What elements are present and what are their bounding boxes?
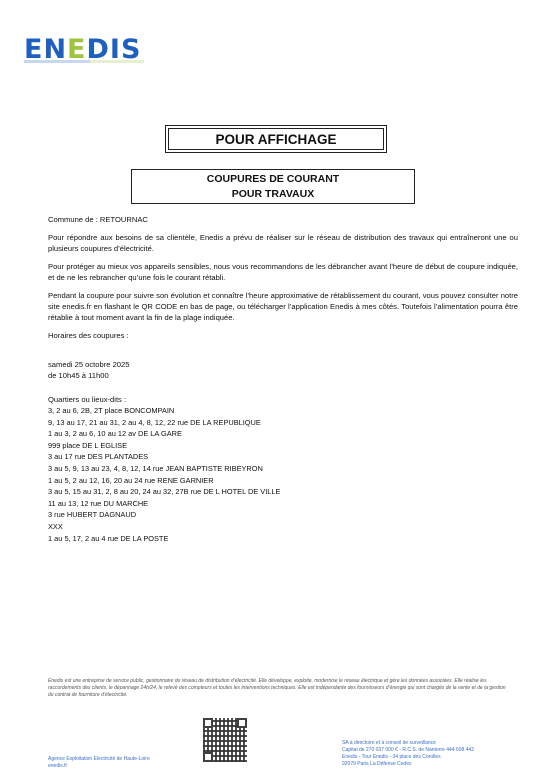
qr-finder-top-left [203, 718, 213, 728]
footer-legal-line3: Enedis - Tour Enedis - 34 place des Corolles [342, 754, 441, 760]
horaires-label: Horaires des coupures : [48, 331, 129, 340]
list-item: 3, 2 au 6, 2B, 2T place BONCOMPAIN [48, 406, 175, 415]
list-item: 999 place DE L EGLISE [48, 440, 128, 450]
footer-note: Enedis est une entreprise de service public, gestionnaire du réseau de distribution d’électricité. Elle développe, exploite, modernise le réseau électrique et gère les données associées. Elle réalise les raccordements des clients, le dépannage 24h/24, le relevé des compteurs et toutes les interventions techniques. Elle est indépendante des fournisseurs d’énergie qui sont chargés de la vente et de la gestion du contrat de fourniture d’électricité. [48, 678, 506, 698]
quartiers-list [48, 405, 518, 544]
qr-code-icon[interactable] [203, 718, 247, 762]
commune: Commune de : RETOURNAC [48, 215, 148, 224]
paragraph-1: Pour répondre aux besoins de sa clientèle, Enedis a prévu de réaliser sur le réseau de distribution des travaux qui entraîneront une ou plusieurs coupures d’électricité. [48, 233, 518, 253]
paragraph-2: Pour protéger au mieux vos appareils sensibles, nous vous recommandons de les débrancher avant l’heure de début de coupure indiquée, et de ne les rebrancher qu’une fois le courant rétabli. [48, 262, 518, 282]
list-item: 11 au 13, 12 rue DU MARCHE [48, 498, 149, 508]
affichage-title: POUR AFFICHAGE [168, 128, 384, 150]
paragraph-3: Pendant la coupure pour suivre son évolution et connaître l’heure approximative de rétablissement du courant, vous pouvez consulter notre site enedis.fr en flashant le QR CODE en bas de page, ou télécharger l’application Enedis à mes côtés. Toutefois l’alimentation pourra être rétablie à tout moment avant la fin de la plage indiquée. [48, 291, 518, 322]
footer-website-link[interactable]: enedis.fr [48, 763, 68, 769]
list-item: 3 au 5, 15 au 31, 2, 8 au 20, 24 au 32, 27B rue DE L HOTEL DE VILLE [48, 487, 281, 497]
coupure-title-line2: POUR TRAVAUX [231, 188, 315, 200]
list-item: 1 au 5, 17, 2 au 4 rue DE LA POSTE [48, 533, 169, 543]
quartiers-label: Quartiers ou lieux-dits : [48, 395, 127, 404]
footer-legal-line4: 92079 Paris La Défense Cedex [342, 761, 412, 767]
footer-legal-line2: Capital de 270 037 000 € - R.C.S. de Nanterre 444 608 442 [342, 747, 475, 753]
footer-legal-line1: SA à directoire et à conseil de surveillance [342, 740, 436, 746]
coupure-title-line1: COUPURES DE COURANT [206, 173, 340, 185]
notice-body [48, 214, 518, 544]
footer-legal [342, 740, 474, 768]
list-item: XXX [48, 521, 63, 531]
coupure-time: de 10h45 à 11h00 [48, 371, 109, 380]
list-item: 3 rue HUBERT DAGNAUD [48, 510, 137, 520]
logo-part3: DIS [86, 34, 142, 65]
logo-part1: EN [24, 34, 68, 65]
footer-agency-name: Agence Exploitation Electricité de Haute-Loire [48, 756, 150, 762]
logo-underline [24, 60, 144, 63]
qr-finder-bottom-left [203, 752, 213, 762]
list-item: 1 au 3, 2 au 6, 10 au 12 av DE LA GARE [48, 429, 182, 439]
footer-agency [48, 756, 150, 770]
coupure-title-box [131, 169, 415, 204]
list-item: 3 au 5, 9, 13 au 23, 4, 8, 12, 14 rue JEAN BAPTISTE RIBEYRON [48, 463, 263, 473]
qr-finder-top-right [237, 718, 247, 728]
coupure-date: samedi 25 octobre 2025 [48, 360, 130, 369]
logo-part2: E [67, 34, 87, 65]
list-item: 9, 13 au 17, 21 au 31, 2 au 4, 8, 12, 22 rue DE LA REPUBLIQUE [48, 417, 261, 427]
list-item: 1 au 5, 2 au 12, 16, 20 au 24 rue RENE GARNIER [48, 475, 214, 485]
affichage-title-box [165, 125, 387, 153]
list-item: 3 au 17 rue DES PLANTADES [48, 452, 149, 462]
